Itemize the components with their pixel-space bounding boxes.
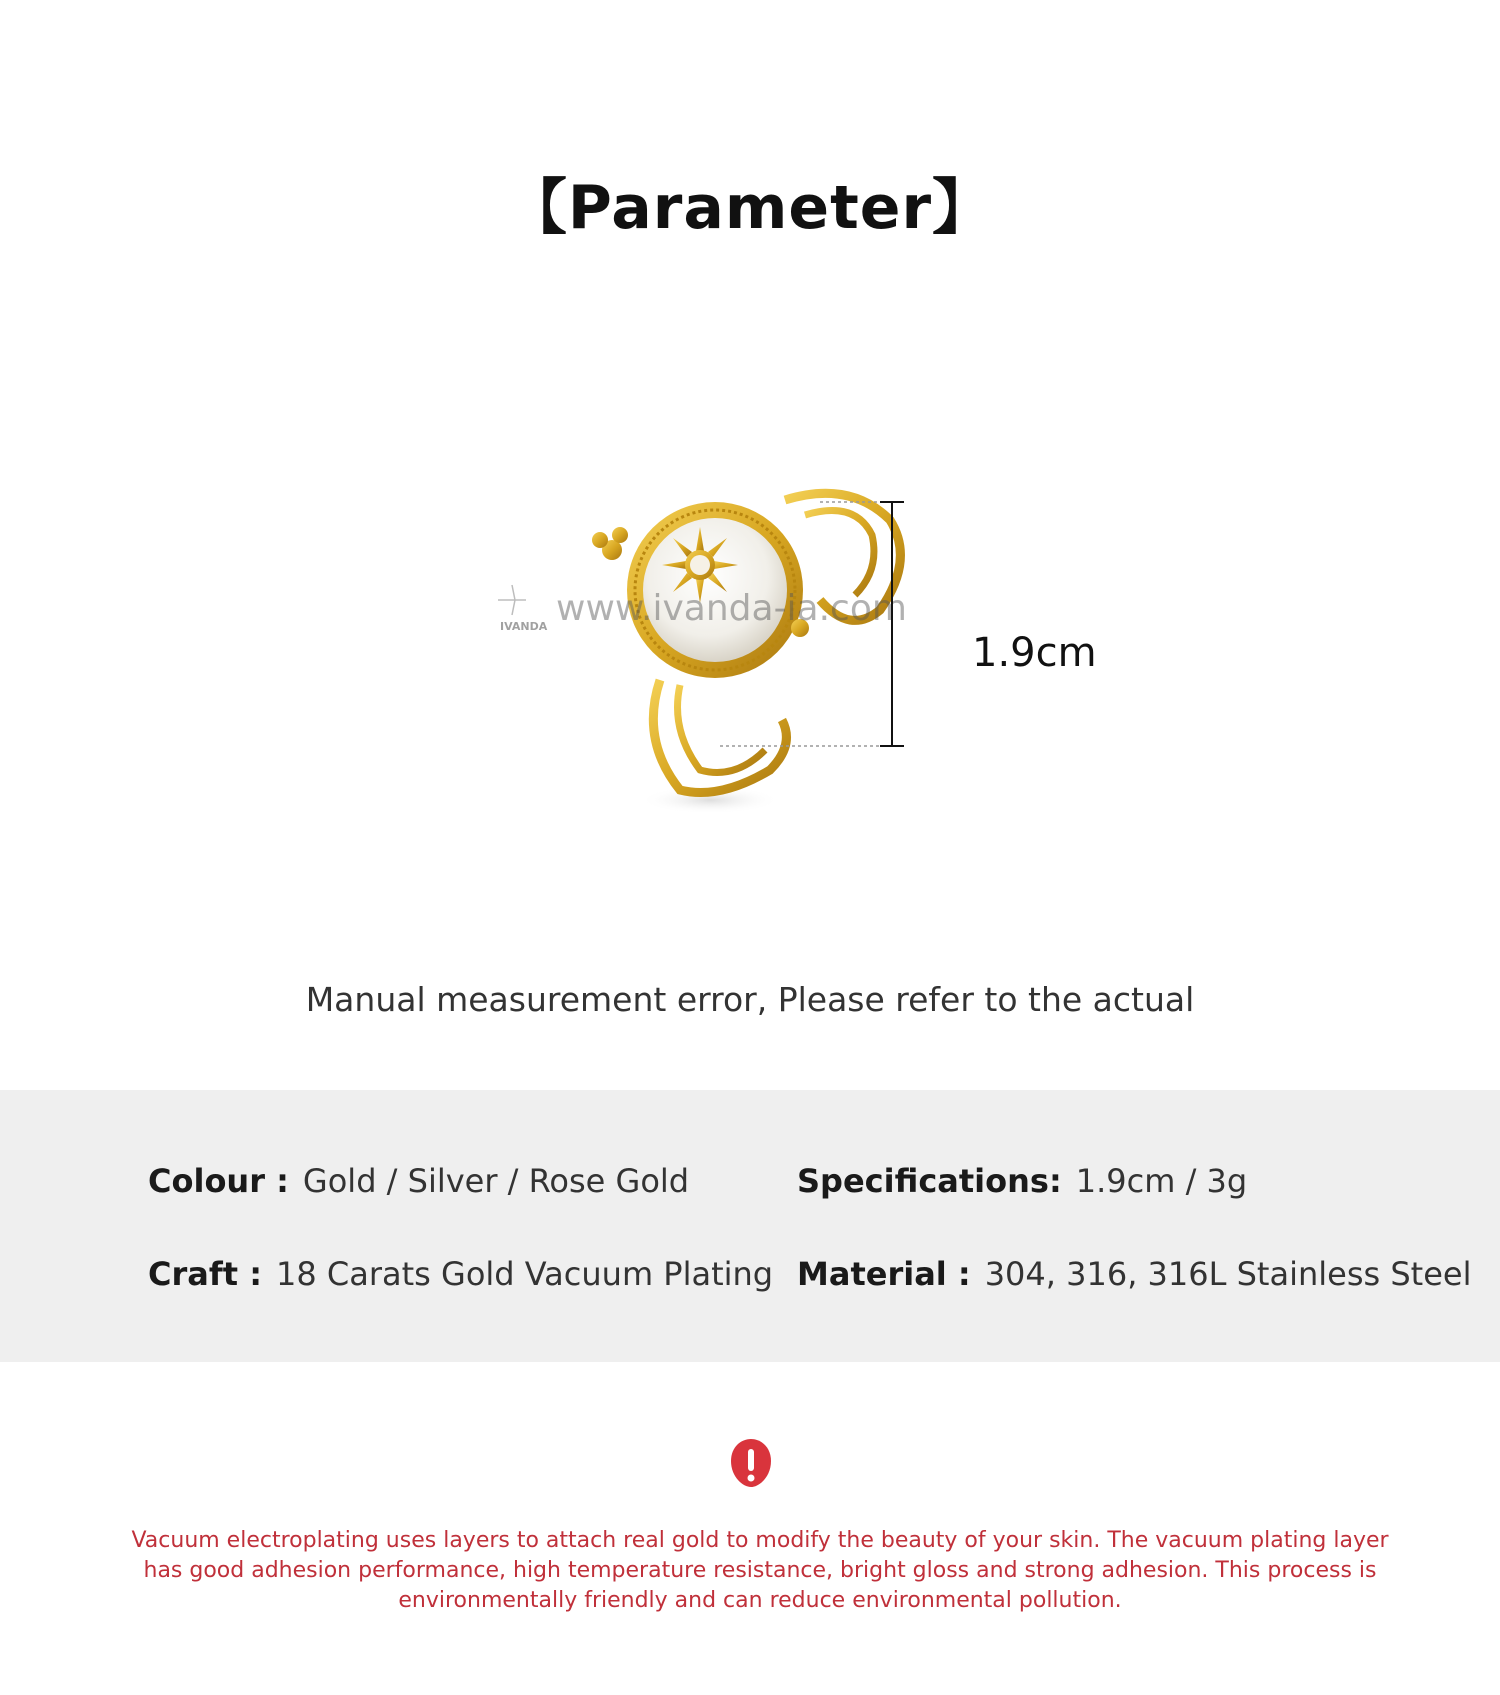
- spec-craft-label: Craft :: [148, 1255, 263, 1293]
- spec-colour-value: Gold / Silver / Rose Gold: [302, 1162, 690, 1200]
- svg-text:IVANDA: IVANDA: [500, 620, 548, 633]
- spec-craft-value: 18 Carats Gold Vacuum Plating: [276, 1255, 774, 1293]
- spec-specifications-value: 1.9cm / 3g: [1075, 1162, 1248, 1200]
- spec-craft: [148, 1255, 773, 1293]
- watermark-url: www.ivanda-ia.com: [556, 588, 907, 629]
- spec-material-label: Material :: [797, 1255, 971, 1293]
- page-title: 【Parameter】: [506, 173, 994, 243]
- plating-warning-text: Vacuum electroplating uses layers to attach real gold to modify the beauty of your skin. The vacuum plating layer has good adhesion performance, high temperature resistance, bright gloss and strong adhesion. This process is environmentally friendly and can reduce environmental pollution.: [131, 1528, 1389, 1613]
- ring-product-image: [500, 470, 1000, 870]
- measurement-label: 1.9cm: [972, 630, 1097, 676]
- spec-panel: [0, 1090, 1500, 1362]
- spec-material: [797, 1255, 1471, 1293]
- spec-specifications-label: Specifications:: [797, 1162, 1062, 1200]
- spec-colour-label: Colour :: [148, 1162, 289, 1200]
- spec-specifications: [797, 1162, 1247, 1200]
- spec-colour: [148, 1162, 689, 1200]
- spec-material-value: 304, 316, 316L Stainless Steel: [984, 1255, 1472, 1293]
- measurement-note: Manual measurement error, Please refer to the actual: [305, 980, 1195, 1019]
- exclamation-shield-icon: [727, 1437, 775, 1489]
